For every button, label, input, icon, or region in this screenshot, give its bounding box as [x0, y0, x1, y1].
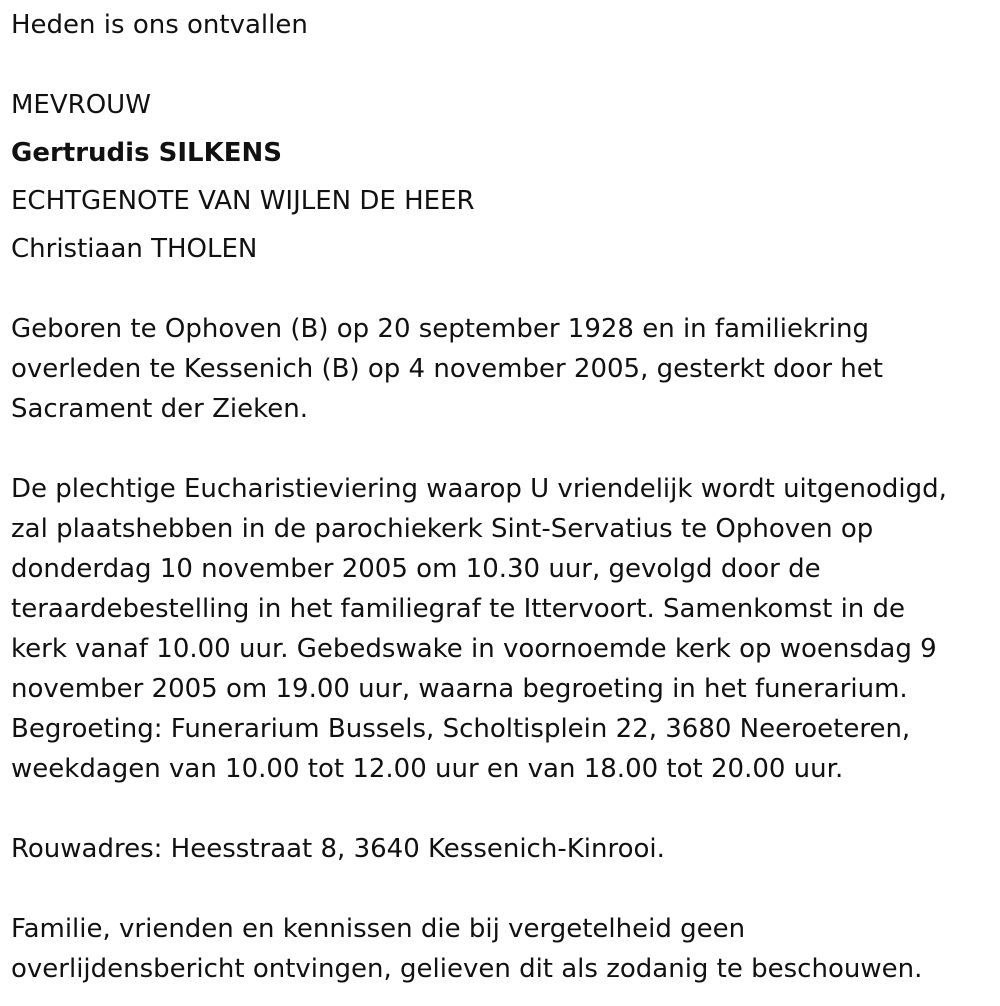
text-line: overlijdensbericht ontvingen, gelieven dit als zodanig te beschouwen. — [11, 954, 923, 984]
mourning-address: Rouwadres: Heesstraat 8, 3640 Kessenich-Kinrooi. — [11, 834, 665, 864]
text-line: zal plaatshebben in de parochiekerk Sint-Servatius te Ophoven op — [11, 514, 874, 544]
text-line: teraardebestelling in het familiegraf te Ittervoort. Samenkomst in de — [11, 594, 906, 624]
deceased-name: Gertrudis SILKENS — [11, 138, 282, 168]
text-line: De plechtige Eucharistieviering waarop U vriendelijk wordt uitgenodigd, — [11, 474, 947, 504]
text-line: kerk vanaf 10.00 uur. Gebedswake in voornoemde kerk op woensdag 9 — [11, 634, 937, 664]
text-line: overleden te Kessenich (B) op 4 november 2005, gesterkt door het — [11, 354, 883, 384]
spouse-label: ECHTGENOTE VAN WIJLEN DE HEER — [11, 186, 475, 216]
spouse-name: Christiaan THOLEN — [11, 234, 258, 264]
text-line: Sacrament der Zieken. — [11, 394, 308, 424]
text-line: Familie, vrienden en kennissen die bij vergetelheid geen — [11, 914, 746, 944]
birth-death-paragraph — [11, 309, 883, 429]
text-line: donderdag 10 november 2005 om 10.30 uur, gevolgd door de — [11, 554, 821, 584]
text-line: Begroeting: Funerarium Bussels, Scholtisplein 22, 3680 Neeroeteren, — [11, 714, 911, 744]
honorific-title: MEVROUW — [11, 90, 151, 120]
closing-paragraph — [11, 909, 922, 989]
text-line: november 2005 om 19.00 uur, waarna begroeting in het funerarium. — [11, 674, 908, 704]
ceremony-paragraph — [11, 469, 947, 789]
intro-line: Heden is ons ontvallen — [11, 10, 308, 40]
text-line: Geboren te Ophoven (B) op 20 september 1928 en in familiekring — [11, 314, 869, 344]
text-line: weekdagen van 10.00 tot 12.00 uur en van 18.00 tot 20.00 uur. — [11, 754, 844, 784]
